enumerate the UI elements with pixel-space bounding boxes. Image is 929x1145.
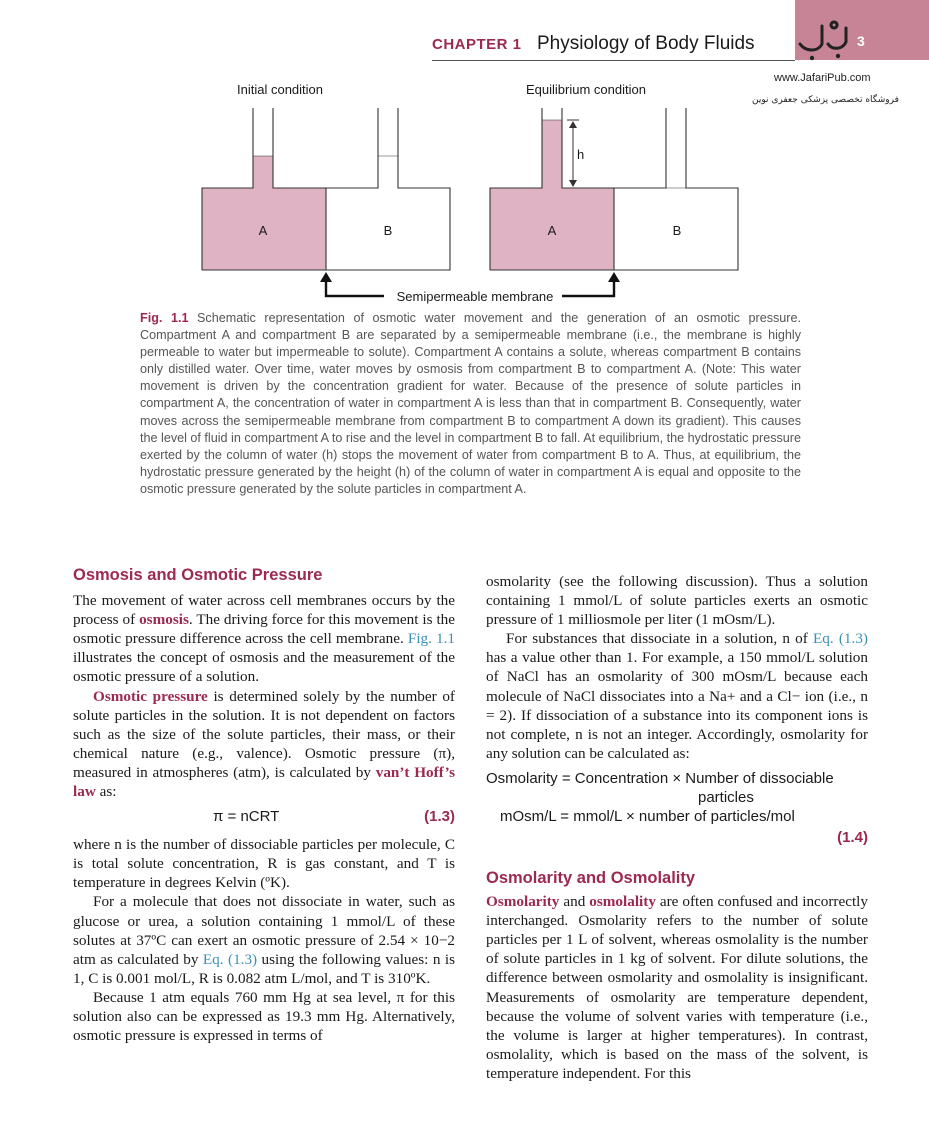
chapter-title: Physiology of Body Fluids — [537, 33, 755, 54]
paragraph: where n is the number of dissociable particles per molecule, C is total solute concentration, R is gas constant, and T is temperature in degrees Kelvin (ºK). — [73, 836, 455, 892]
term-vant-hoff-law: van’t Hoff’s law — [73, 763, 455, 801]
website-watermark: www.JafariPub.com — [774, 72, 871, 84]
label-b-initial: B — [383, 223, 393, 238]
paragraph: osmolarity (see the following discussion). Thus a solution containing 1 mmol/L of solute particles exerts an osmotic pressure of 1 milliosmole per liter (1 mOsm/L). — [486, 573, 868, 629]
term-osmolality: osmolality — [589, 893, 656, 911]
left-column — [73, 566, 455, 1045]
equation-link[interactable]: Eq. (1.3) — [813, 630, 868, 648]
equation-number: (1.4) — [837, 828, 868, 846]
osmosis-diagram — [0, 70, 929, 310]
chapter-label: CHAPTER 1 — [432, 36, 522, 53]
paragraph: For substances that dissociate in a solution, n of Eq. (1.3) has a value other than 1. For example, a 150 mmol/L solution of NaCl has an osmolarity of 300 mOsm/L because each molecule of NaCl dissociates into a Na+ and a Cl− ion (i.e., n = 2). If dissociation of a substance into its component ions is not complete, n is not an integer. Accordingly, osmolarity for any solution can be calculated as: — [486, 630, 868, 762]
figure-caption — [140, 310, 801, 498]
column-a-initial — [253, 156, 273, 189]
label-b-equilibrium: B — [672, 223, 682, 238]
caption-text: Schematic representation of osmotic water movement and the generation of an osmotic pressure. Compartment A and compartment B are separated by a semipermeable membrane (i.e., the membrane is highly permeable to water but impermeable to solute). Compartment A contains a solute, whereas compartment B contains only distilled water. Over time, water moves by osmosis from compartment B to compartment A. (Note: This water movement is driven by the concentration gradient for water. Because of the presence of solute particles in compartment A, the concentration of water in compartment A is less than that in compartment B. Consequently, water moves across the semipermeable membrane from compartment B to compartment A down its gradient). This causes the level of fluid in compartment A to rise and the level in compartment B to fall. At equilibrium, the hydrostatic pressure exerted by the column of water (h) stops the movement of water from compartment B to A. Thus, at equilibrium, the hydrostatic pressure generated by the height (h) of the column of water in compartment A is equal and opposite to the osmotic pressure generated by the solute particles in compartment A. — [140, 311, 802, 496]
publisher-name: فروشگاه تخصصی پزشکی جعفری نوین — [752, 95, 899, 105]
paragraph: Because 1 atm equals 760 mm Hg at sea level, π for this solution also can be expressed as 19.3 mm Hg. Alternatively, osmotic pressure is expressed in terms of — [73, 988, 455, 1045]
paragraph: Osmotic pressure is determined solely by the number of solute particles in the solution. It is not dependent on factors such as the size of the solute particles, their mass, or their chemical nature (e.g., valence). Osmotic pressure (π), measured in atmospheres (atm), is calculated by van’t Hoff’s law as: — [73, 687, 455, 801]
label-a-equilibrium: A — [547, 223, 557, 238]
label-a-initial: A — [258, 223, 268, 238]
right-column — [486, 572, 868, 1083]
equilibrium-condition-title: Equilibrium condition — [526, 82, 646, 97]
figure-link[interactable]: Fig. 1.1 — [407, 630, 455, 648]
equation-line: particles — [698, 788, 754, 806]
paragraph: Osmolarity and osmolality are often confused and incorrectly interchanged. Osmolarity refers to the number of solute particles per 1 L of solvent, whereas osmolality is the number of solute particles in 1 kg of solvent. For dilute solutions, the difference between osmolarity and osmolality is insignificant. Measurements of osmolarity are temperature dependent, because the volume of solvent varies with temperature (i.e., the volume is larger at higher temperatures). In contrast, osmolality, which is based on the mass of the solvent, is temperature independent. For this — [486, 893, 868, 1082]
paragraph: The movement of water across cell membranes occurs by the process of osmosis. The driving force for this movement is the osmotic pressure difference across the cell membrane. Fig. 1.1 illustrates the concept of osmosis and the measurement of the osmotic pressure of a solution. — [73, 592, 455, 686]
equation-number: (1.3) — [424, 808, 455, 826]
equation-line: Osmolarity = Concentration × Number of dissociable — [486, 769, 834, 787]
term-osmosis: osmosis — [139, 611, 189, 629]
equation-link[interactable]: Eq. (1.3) — [202, 950, 258, 968]
label-h: h — [577, 147, 585, 162]
paragraph: For a molecule that does not dissociate in water, such as glucose or urea, a solution containing 1 mmol/L of these solutes at 37ºC can exert an osmotic pressure of 2.54 × 10−2 atm as calculated by Eq. (1.3) using the following values: n is 1, C is 0.001 mol/L, R is 0.082 atm L/mol, and T is 310ºK. — [73, 893, 455, 987]
header-rule — [432, 60, 795, 61]
section-heading-osmolarity: Osmolarity and Osmolality — [486, 868, 696, 887]
term-osmotic-pressure: Osmotic pressure — [93, 687, 208, 705]
equation-1-4 — [486, 769, 868, 853]
figure-label: Fig. 1.1 — [140, 311, 189, 325]
column-a-equilibrium — [542, 120, 562, 189]
equation-line: mOsm/L = mmol/L × number of particles/mol — [500, 807, 795, 825]
equation-1-3 — [73, 805, 455, 829]
publisher-logo — [796, 14, 854, 62]
term-osmolarity: Osmolarity — [486, 893, 560, 911]
initial-condition-title: Initial condition — [237, 82, 323, 97]
page-number: 3 — [857, 33, 865, 49]
equation-text: π = nCRT — [213, 808, 280, 826]
membrane-label: Semipermeable membrane — [396, 289, 554, 304]
section-heading-osmosis: Osmosis and Osmotic Pressure — [73, 566, 323, 584]
